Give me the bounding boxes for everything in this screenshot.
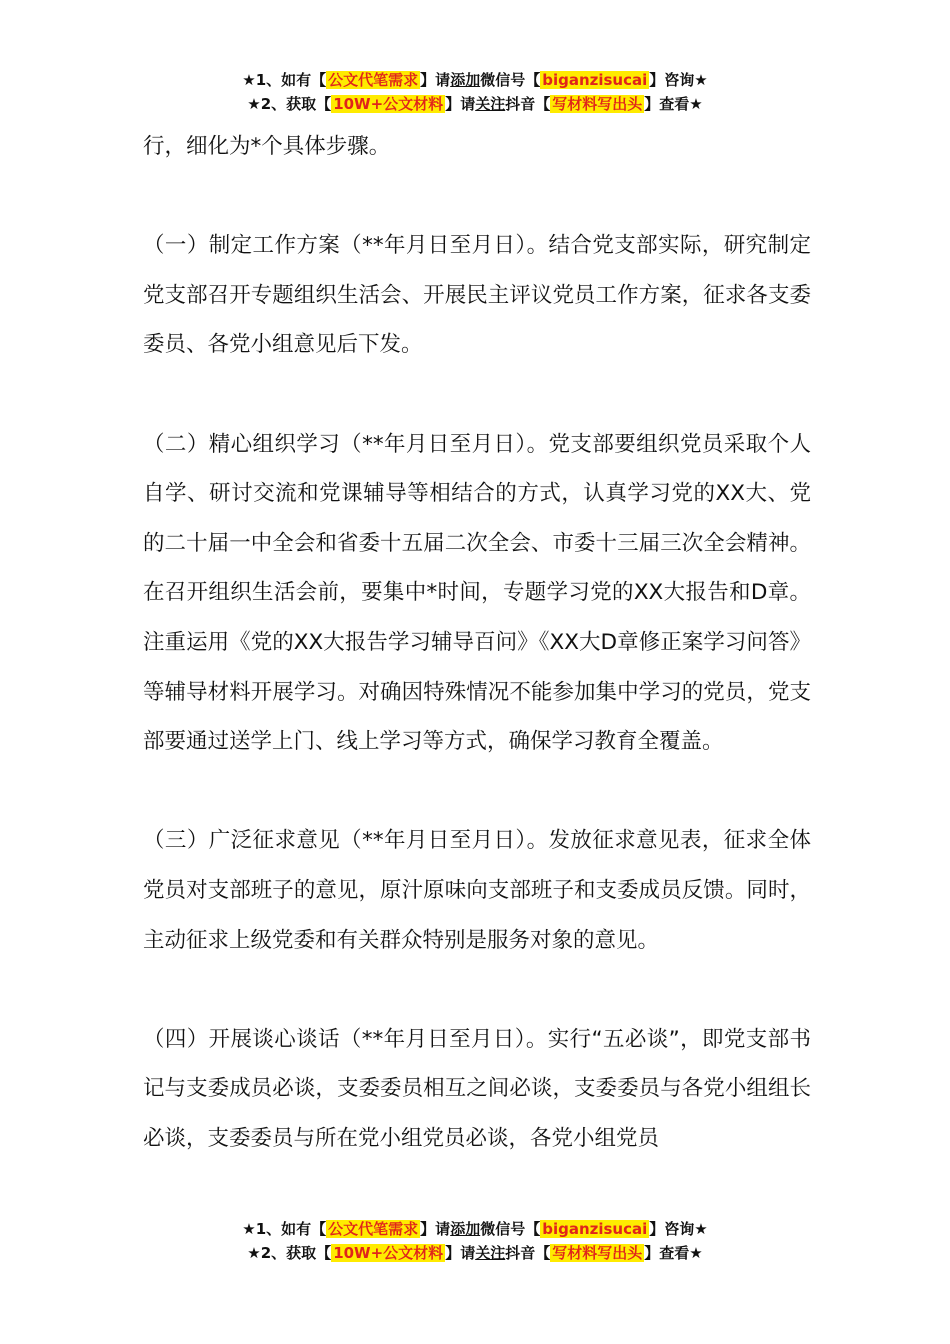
promo-text: 微信号【	[480, 1220, 541, 1238]
promo-text: 】请	[420, 1220, 451, 1238]
promo-banner-bottom	[0, 1217, 950, 1265]
promo-text: 】查看★	[644, 1244, 703, 1262]
promo-text: 抖音【	[505, 1244, 551, 1262]
highlight-wechat-id: biganzisucai	[542, 71, 648, 89]
promo-text: ★1、如有【	[242, 71, 327, 89]
promo-text: 】查看★	[644, 95, 703, 113]
promo-text: 微信号【	[480, 71, 541, 89]
paragraph-step-2: （二）精心组织学习（**年月日至月日）。党支部要组织党员采取个人自学、研讨交流和党课辅导等相结合的方式，认真学习党的XX大、党的二十届一中全会和省委十五届二次全会、市委十三届三次全会精神。在召开组织生活会前，要集中*时间，专题学习党的XX大报告和D章。注重运用《党的XX大报告学习辅导百问》《XX大D章修正案学习问答》等辅导材料开展学习。对确因特殊情况不能参加集中学习的党员，党支部要通过送学上门、线上学习等方式，确保学习教育全覆盖。	[143, 431, 811, 755]
paragraph-step-3: （三）广泛征求意见（**年月日至月日）。发放征求意见表，征求全体党员对支部班子的意见，原汁原味向支部班子和支委成员反馈。同时，主动征求上级党委和有关群众特别是服务对象的意见。	[143, 828, 811, 953]
promo-line-1	[0, 68, 950, 92]
highlight-wechat-id: biganzisucai	[542, 1220, 648, 1238]
promo-text: 抖音【	[505, 95, 551, 113]
highlight-materials: 10W+公文材料	[333, 95, 444, 113]
highlight-douyin-id: 写材料写出头	[552, 95, 643, 113]
paragraph-step-4: （四）开展谈心谈话（**年月日至月日）。实行“五必谈”，即党支部书记与支委成员必谈，支委委员相互之间必谈，支委委员与各党小组组长必谈，支委委员与所在党小组党员必谈，各党小组党员	[143, 1026, 811, 1151]
highlight-service: 公文代笔需求	[328, 71, 419, 89]
promo-emphasis: 添加	[450, 1220, 481, 1238]
promo-line-1	[0, 1217, 950, 1241]
promo-text: 】咨询★	[649, 71, 708, 89]
promo-emphasis: 关注	[475, 95, 506, 113]
promo-banner-top	[0, 68, 950, 116]
promo-line-2	[0, 92, 950, 116]
highlight-service: 公文代笔需求	[328, 1220, 419, 1238]
promo-emphasis: 添加	[450, 71, 481, 89]
paragraph-continuation: 行，细化为*个具体步骤。	[143, 134, 391, 159]
promo-text: 】请	[420, 71, 451, 89]
document-body	[143, 122, 811, 1163]
highlight-douyin-id: 写材料写出头	[552, 1244, 643, 1262]
promo-text: 】请	[445, 95, 476, 113]
promo-line-2	[0, 1241, 950, 1265]
promo-emphasis: 关注	[475, 1244, 506, 1262]
promo-text: 】咨询★	[649, 1220, 708, 1238]
paragraph-step-1: （一）制定工作方案（**年月日至月日）。结合党支部实际，研究制定党支部召开专题组织生活会、开展民主评议党员工作方案，征求各支委委员、各党小组意见后下发。	[143, 233, 811, 358]
promo-text: ★1、如有【	[242, 1220, 327, 1238]
promo-text: 】请	[445, 1244, 476, 1262]
promo-text: ★2、获取【	[247, 95, 332, 113]
promo-text: ★2、获取【	[247, 1244, 332, 1262]
highlight-materials: 10W+公文材料	[333, 1244, 444, 1262]
